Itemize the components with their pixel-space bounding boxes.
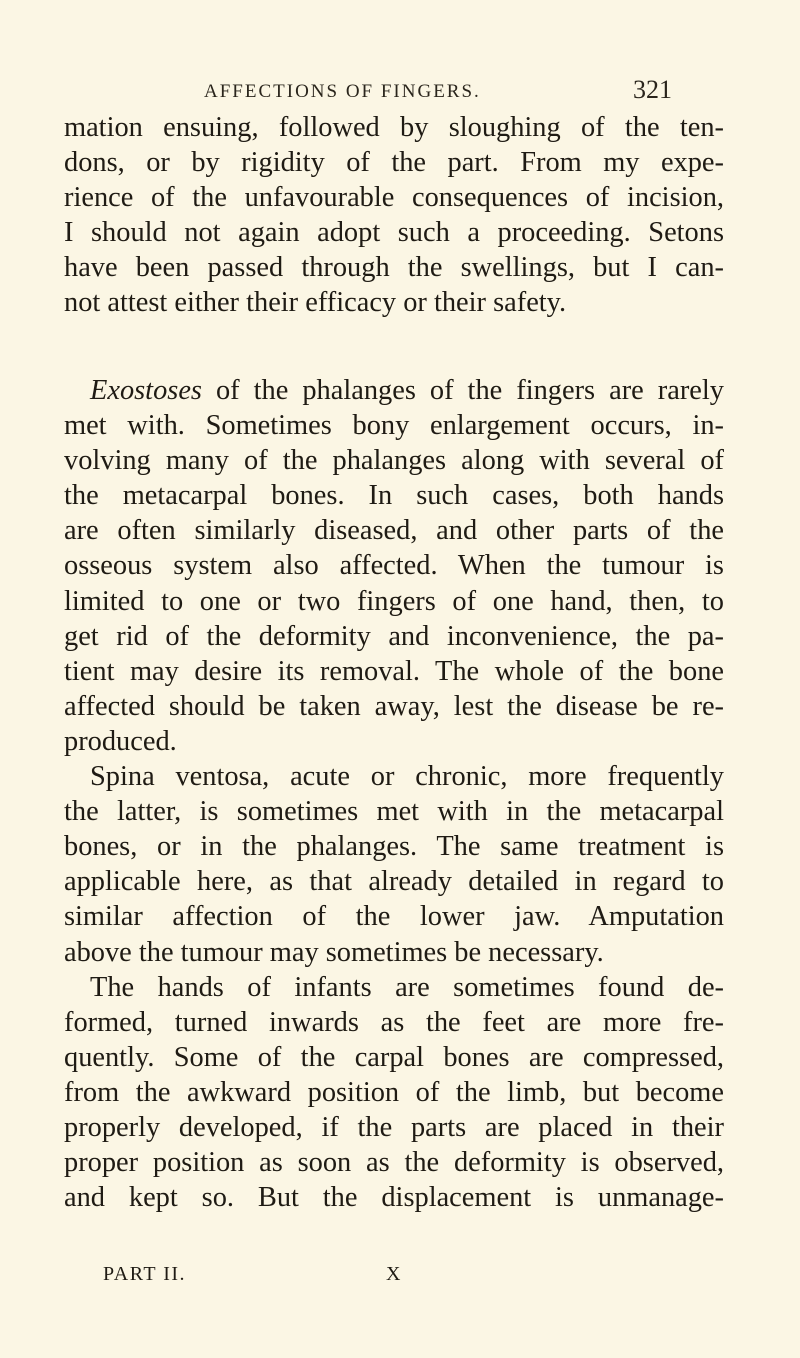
text-line: formed, turned inwards as the feet are more fre- xyxy=(64,1006,724,1038)
text-line: bones, or in the phalanges. The same treatment is xyxy=(64,831,724,863)
text-line: I should not again adopt such a proceeding. Setons xyxy=(64,217,724,249)
text-line: rience of the unfavourable consequences of incision, xyxy=(64,182,724,214)
text-line-infants: The hands of infants are sometimes found de- xyxy=(90,971,724,1003)
body-text xyxy=(64,373,724,1215)
page-footer xyxy=(0,1263,800,1293)
exostoses-term: Exostoses xyxy=(90,375,202,406)
text-line-exostoses xyxy=(64,373,724,408)
text-line: mation ensuing, followed by sloughing of the ten- xyxy=(64,112,724,143)
text-line: are often similarly diseased, and other parts of the xyxy=(64,515,724,547)
signature-mark: PART II. xyxy=(103,1263,187,1285)
text-line: met with. Sometimes bony enlargement occurs, in- xyxy=(64,410,724,442)
text-line-spina-ventosa: Spina ventosa, acute or chronic, more frequently xyxy=(90,761,724,793)
text-line: volving many of the phalanges along with several of xyxy=(64,445,724,477)
text-line: dons, or by rigidity of the part. From my expe- xyxy=(64,147,724,179)
text-line: limited to one or two fingers of one hand, then, to xyxy=(64,585,724,617)
page-number: 321 xyxy=(633,75,672,104)
running-head-title: AFFECTIONS OF FINGERS. xyxy=(204,81,481,102)
text-line: tient may desire its removal. The whole of the bone xyxy=(64,655,724,687)
text-line: similar affection of the lower jaw. Amputation xyxy=(64,901,724,933)
text-line: have been passed through the swellings, but I can- xyxy=(64,252,724,284)
text-line: from the awkward position of the limb, but become xyxy=(64,1076,724,1108)
text-line: properly developed, if the parts are placed in their xyxy=(64,1111,724,1143)
text-line: not attest either their efficacy or their safety. xyxy=(64,287,567,319)
text-line: quently. Some of the carpal bones are compressed, xyxy=(64,1041,724,1073)
text-line: above the tumour may sometimes be necessary. xyxy=(64,936,604,968)
text-line: proper position as soon as the deformity is observed, xyxy=(64,1147,724,1179)
text-line: affected should be taken away, lest the disease be re- xyxy=(64,690,724,722)
text-line: the latter, is sometimes met with in the metacarpal xyxy=(64,796,724,828)
paragraph-incision-setons xyxy=(64,110,724,321)
running-head xyxy=(0,75,800,105)
text-line: osseous system also affected. When the tumour is xyxy=(64,550,724,582)
text-line: produced. xyxy=(64,725,177,757)
signature-letter: X xyxy=(386,1263,401,1285)
text-line: and kept so. But the displacement is unmanage- xyxy=(64,1182,724,1214)
text-line: the metacarpal bones. In such cases, both hands xyxy=(64,480,724,512)
text-line: get rid of the deformity and inconvenience, the pa- xyxy=(64,620,724,652)
text-fragment: of the phalanges of the fingers are rarely xyxy=(201,375,724,406)
text-line: applicable here, as that already detailed in regard to xyxy=(64,866,724,898)
